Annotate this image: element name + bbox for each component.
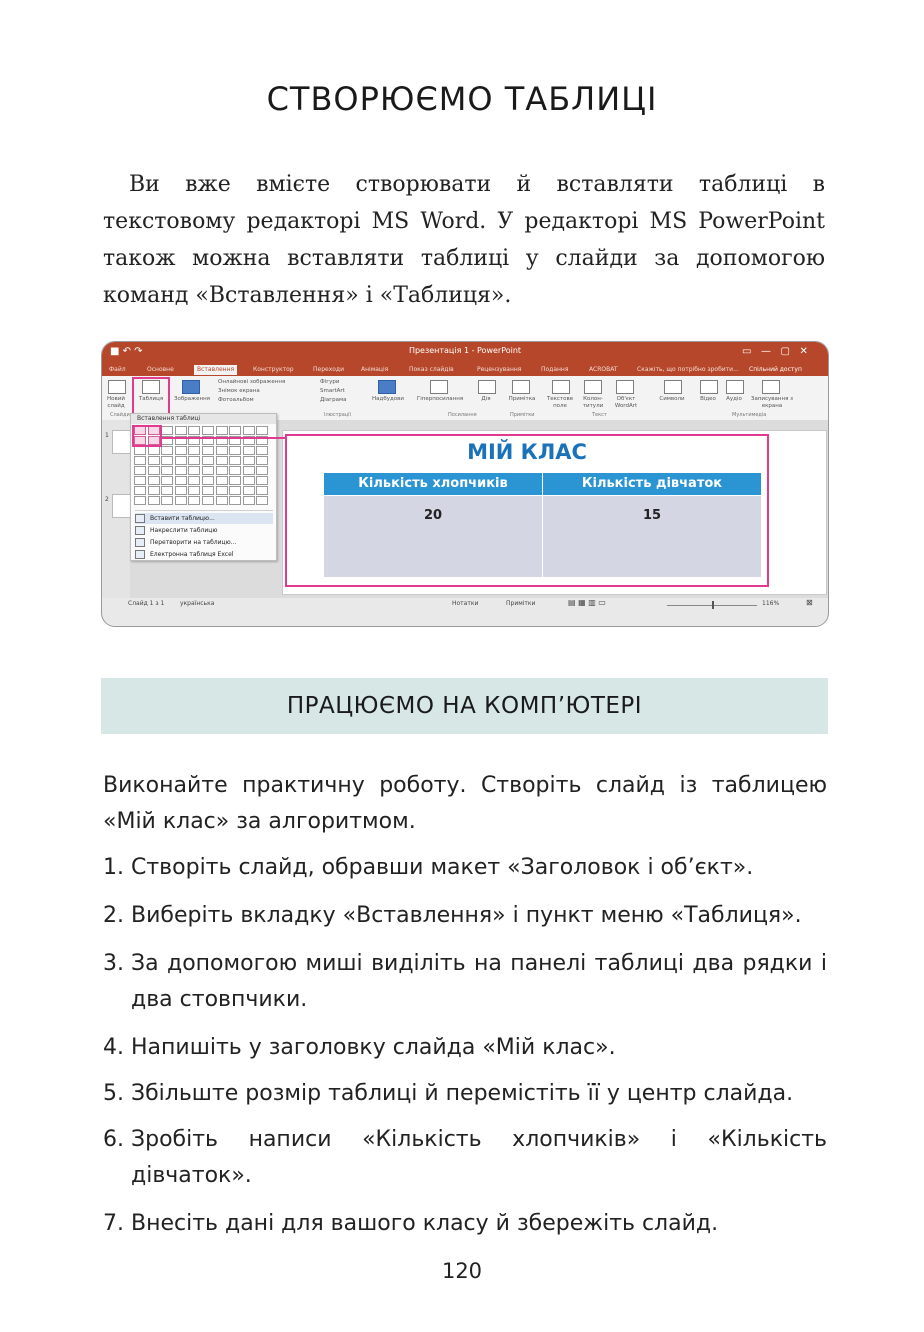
grid-cell[interactable] xyxy=(202,496,214,505)
grid-cell[interactable] xyxy=(175,476,187,485)
title-bar xyxy=(102,342,828,364)
zoom-slider-knob[interactable] xyxy=(712,601,714,609)
grid-cell[interactable] xyxy=(134,496,146,505)
addins-icon[interactable] xyxy=(378,380,396,394)
section-title: СТВОРЮЄМО ТАБЛИЦІ xyxy=(266,80,658,118)
grid-cell[interactable] xyxy=(175,446,187,455)
list-item xyxy=(103,1122,827,1194)
comments-button[interactable]: Примітки xyxy=(506,600,536,607)
grid-cell[interactable] xyxy=(243,496,255,505)
grid-cell[interactable] xyxy=(229,426,241,435)
grid-cell[interactable] xyxy=(188,486,200,495)
excel-table-item[interactable] xyxy=(135,549,273,560)
slide-table[interactable] xyxy=(324,473,761,577)
grid-cell[interactable] xyxy=(148,446,160,455)
grid-cell[interactable] xyxy=(148,486,160,495)
grid-cell[interactable] xyxy=(256,456,268,465)
language-indicator[interactable]: українська xyxy=(180,600,215,607)
window-title: Презентація 1 - PowerPoint xyxy=(408,346,522,355)
action-icon[interactable] xyxy=(478,380,496,394)
symbols-label[interactable]: Символи xyxy=(659,396,685,402)
list-item xyxy=(103,1076,827,1112)
grid-cell[interactable] xyxy=(175,486,187,495)
menu-label: Перетворити на таблицю... xyxy=(150,539,237,546)
grid-cell[interactable] xyxy=(188,476,200,485)
task-intro: Виконайте практичну роботу. Створіть слайд із таблицею «Мій клас» за алгоритмом. xyxy=(103,773,827,834)
step-text: Зробіть написи «Кількість хлопчиків» і «Кількість дівчаток». xyxy=(131,1127,827,1188)
notes-button[interactable]: Нотатки xyxy=(452,600,479,607)
pencil-icon xyxy=(135,526,145,535)
grid-cell[interactable] xyxy=(256,476,268,485)
convert-icon xyxy=(135,538,145,547)
tab-insert[interactable]: Вставлення xyxy=(194,365,237,375)
step-text: Внесіть дані для вашого класу й збережіть слайд. xyxy=(131,1211,719,1236)
step-number: 7. xyxy=(103,1211,124,1236)
group-illustrations: Ілюстрації xyxy=(324,412,351,418)
group-slides: Слайди xyxy=(110,412,130,418)
header-footer-icon[interactable] xyxy=(584,380,602,394)
list-item xyxy=(103,1030,827,1066)
grid-cell[interactable] xyxy=(216,496,228,505)
grid-cell[interactable] xyxy=(216,486,228,495)
tab-transitions[interactable]: Переходи xyxy=(313,366,344,373)
menu-divider xyxy=(135,510,273,511)
grid-cell[interactable] xyxy=(202,466,214,475)
screen-recording-label[interactable]: Записування з екрана xyxy=(750,396,794,409)
grid-cell[interactable] xyxy=(256,426,268,435)
list-item xyxy=(103,898,827,934)
step-text: За допомогою миші виділіть на панелі таблиці два рядки і два стовпчики. xyxy=(131,951,827,1012)
video-icon[interactable] xyxy=(700,380,718,394)
dropdown-header: Вставлення таблиці xyxy=(131,414,276,424)
excel-icon xyxy=(135,550,145,559)
grid-cell[interactable] xyxy=(229,446,241,455)
quick-access-icon: ■ ↶ ↷ xyxy=(110,346,143,357)
draw-table-item[interactable] xyxy=(135,525,273,536)
tab-animations[interactable]: Анімація xyxy=(361,366,389,373)
grid-cell[interactable] xyxy=(202,486,214,495)
tab-review[interactable]: Рецензування xyxy=(477,366,522,373)
grid-cell[interactable] xyxy=(202,476,214,485)
step-text: Виберіть вкладку «Вставлення» і пункт меню «Таблиця». xyxy=(131,903,802,928)
table-header-cell[interactable]: Кількість хлопчиків xyxy=(324,473,542,495)
step-number: 5. xyxy=(103,1081,124,1106)
grid-cell[interactable] xyxy=(216,466,228,475)
images-icon[interactable] xyxy=(182,380,200,394)
screen-recording-icon[interactable] xyxy=(762,380,780,394)
step-number: 3. xyxy=(103,951,124,976)
textbox-label[interactable]: Текстове поле xyxy=(546,396,574,409)
photo-album[interactable]: Фотоальбом xyxy=(218,397,254,403)
menu-label: Накреслити таблицю xyxy=(150,527,218,534)
slide-thumbnail[interactable] xyxy=(112,430,131,454)
chart-command[interactable]: Діаграма xyxy=(320,397,347,403)
grid-cell[interactable] xyxy=(148,476,160,485)
slide-thumbnail[interactable] xyxy=(112,494,131,518)
list-item xyxy=(103,850,827,886)
grid-cell[interactable] xyxy=(243,446,255,455)
hyperlink-icon[interactable] xyxy=(430,380,448,394)
grid-cell[interactable] xyxy=(134,476,146,485)
zoom-level[interactable]: 116% xyxy=(762,600,780,607)
tab-view[interactable]: Подання xyxy=(541,366,569,373)
grid-cell[interactable] xyxy=(243,466,255,475)
tab-acrobat[interactable]: ACROBAT xyxy=(589,366,618,373)
intro-text: Ви вже вмієте створювати й вставляти таблиці в текстовому редакторі MS Word. У редакторі MS PowerPoint також можна вставляти таблиці у слайди за допомогою команд «Вставлення» і «Таблиця». xyxy=(103,172,825,308)
grid-cell[interactable] xyxy=(161,496,173,505)
grid-cell[interactable] xyxy=(202,456,214,465)
grid-cell[interactable] xyxy=(256,496,268,505)
video-label[interactable]: Відео xyxy=(700,396,716,402)
table-button-highlight xyxy=(132,377,170,417)
grid-cell[interactable] xyxy=(188,426,200,435)
group-comments: Примітки xyxy=(510,412,535,418)
grid-cell[interactable] xyxy=(243,426,255,435)
grid-cell[interactable] xyxy=(188,446,200,455)
grid-cell[interactable] xyxy=(188,496,200,505)
step-number: 2. xyxy=(103,903,124,928)
wordart-label[interactable]: Об'єкт WordArt xyxy=(614,396,638,409)
online-images[interactable]: Онлайнові зображення xyxy=(218,379,286,385)
grid-cell[interactable] xyxy=(216,426,228,435)
step-text: Створіть слайд, обравши макет «Заголовок і об’єкт». xyxy=(131,855,754,880)
view-buttons-icon[interactable]: ▤ ▦ ▥ ▭ xyxy=(568,598,606,607)
grid-cell[interactable] xyxy=(229,496,241,505)
intro-paragraph xyxy=(103,166,825,314)
audio-label[interactable]: Аудіо xyxy=(726,396,742,402)
grid-cell[interactable] xyxy=(161,476,173,485)
header-footer-label[interactable]: Колон-титули xyxy=(582,396,604,409)
list-item xyxy=(103,946,827,1018)
grid-cell[interactable] xyxy=(229,466,241,475)
hyperlink-label[interactable]: Гіперпосилання xyxy=(416,396,464,402)
comment-label[interactable]: Примітка xyxy=(508,396,536,402)
grid-cell[interactable] xyxy=(188,466,200,475)
new-slide-label[interactable]: Новий слайд xyxy=(107,396,125,409)
window-controls-icon: ▭ — ▢ ✕ xyxy=(742,346,808,357)
step-number: 1. xyxy=(103,855,124,880)
slide-title[interactable]: МІЙ КЛАС xyxy=(467,440,587,464)
banner-title: ПРАЦЮЄМО НА КОМП’ЮТЕРІ xyxy=(286,693,643,719)
grid-cell[interactable] xyxy=(243,476,255,485)
highlight-connector xyxy=(162,437,286,439)
comment-icon[interactable] xyxy=(512,380,530,394)
shapes-command[interactable]: Фігури xyxy=(320,379,340,385)
grid-cell[interactable] xyxy=(243,456,255,465)
grid-cell[interactable] xyxy=(256,466,268,475)
slide-thumbnails xyxy=(102,420,130,602)
tab-slideshow[interactable]: Показ слайдів xyxy=(409,366,454,373)
grid-cell[interactable] xyxy=(229,486,241,495)
grid-cell[interactable] xyxy=(134,446,146,455)
table-icon xyxy=(135,514,145,523)
grid-cell[interactable] xyxy=(256,446,268,455)
tab-file[interactable]: Файл xyxy=(109,366,126,373)
group-text: Текст xyxy=(592,412,607,418)
grid-cell[interactable] xyxy=(202,446,214,455)
step-text: Напишіть у заголовку слайда «Мій клас». xyxy=(131,1035,616,1060)
table-cell[interactable]: 15 xyxy=(543,496,761,577)
grid-cell[interactable] xyxy=(243,486,255,495)
grid-cell[interactable] xyxy=(175,456,187,465)
grid-cell[interactable] xyxy=(256,486,268,495)
insert-table-item[interactable] xyxy=(135,513,273,524)
grid-cell[interactable] xyxy=(216,476,228,485)
textbox-icon[interactable] xyxy=(552,380,570,394)
tab-design[interactable]: Конструктор xyxy=(253,366,294,373)
table-label[interactable]: Таблиця xyxy=(138,396,164,402)
step-number: 6. xyxy=(103,1127,124,1152)
convert-table-item[interactable] xyxy=(135,537,273,548)
smartart-command[interactable]: SmartArt xyxy=(320,388,345,394)
audio-icon[interactable] xyxy=(726,380,744,394)
symbols-icon[interactable] xyxy=(664,380,682,394)
new-slide-icon[interactable] xyxy=(108,380,126,394)
grid-cell[interactable] xyxy=(216,456,228,465)
tab-home[interactable]: Основне xyxy=(147,366,174,373)
action-label[interactable]: Дія xyxy=(481,396,491,402)
table-cell[interactable]: 20 xyxy=(324,496,542,577)
grid-selection-highlight xyxy=(132,425,162,447)
grid-cell[interactable] xyxy=(161,426,173,435)
screenshot-command[interactable]: Знімок екрана xyxy=(218,388,260,394)
powerpoint-screenshot xyxy=(101,341,829,627)
step-number: 4. xyxy=(103,1035,124,1060)
grid-cell[interactable] xyxy=(161,446,173,455)
table-header-cell[interactable]: Кількість дівчаток xyxy=(543,473,761,495)
tell-me-search[interactable]: Скажіть, що потрібно зробити... xyxy=(637,366,739,373)
list-item xyxy=(103,1206,827,1242)
addins-label[interactable]: Надбудови xyxy=(372,396,404,402)
grid-cell[interactable] xyxy=(134,486,146,495)
group-links: Посилання xyxy=(448,412,477,418)
group-media: Мультимедіа xyxy=(732,412,767,418)
grid-cell[interactable] xyxy=(161,466,173,475)
grid-cell[interactable] xyxy=(202,426,214,435)
images-label[interactable]: Зображення xyxy=(174,396,210,402)
fit-slide-icon[interactable]: ⊠ xyxy=(806,598,813,607)
status-bar xyxy=(102,598,828,612)
section-banner xyxy=(101,678,828,734)
slide-counter: Слайд 1 з 1 xyxy=(128,600,165,607)
grid-cell[interactable] xyxy=(229,456,241,465)
wordart-icon[interactable] xyxy=(616,380,634,394)
grid-cell[interactable] xyxy=(188,456,200,465)
grid-cell[interactable] xyxy=(148,496,160,505)
grid-cell[interactable] xyxy=(229,476,241,485)
grid-cell[interactable] xyxy=(134,456,146,465)
share-button[interactable]: Спільний доступ xyxy=(749,366,802,373)
step-text: Збільште розмір таблиці й перемістіть її у центр слайда. xyxy=(131,1081,794,1106)
page-number: 120 xyxy=(441,1259,483,1283)
grid-cell[interactable] xyxy=(148,466,160,475)
slide-number: 1 xyxy=(105,432,109,439)
grid-cell[interactable] xyxy=(175,496,187,505)
slide-number: 2 xyxy=(105,496,109,503)
grid-cell[interactable] xyxy=(175,426,187,435)
grid-cell[interactable] xyxy=(161,456,173,465)
menu-label: Електронна таблиця Excel xyxy=(150,551,234,558)
grid-cell[interactable] xyxy=(134,466,146,475)
grid-cell[interactable] xyxy=(148,456,160,465)
grid-cell[interactable] xyxy=(161,486,173,495)
grid-cell[interactable] xyxy=(216,446,228,455)
grid-cell[interactable] xyxy=(175,466,187,475)
menu-label: Вставити таблицю... xyxy=(150,515,215,522)
ribbon-tabs xyxy=(102,364,828,376)
